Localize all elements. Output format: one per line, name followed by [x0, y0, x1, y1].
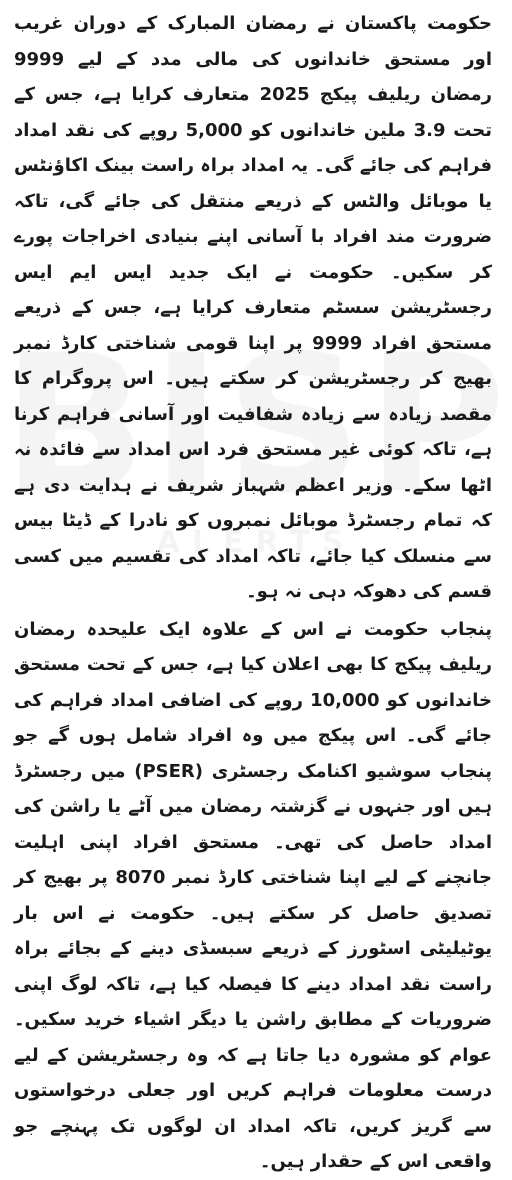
article-paragraph-1: حکومت پاکستان نے رمضان المبارک کے دوران غریب اور مستحق خاندانوں کی مالی مدد کے لیے 9999 رمضان ریلیف پیکج 2025 متعارف کرایا ہے، جس کے تحت 3.9 ملین خاندانوں کو 5,000 روپے کی نقد امداد فراہم کی جائے گی۔ یہ امداد براہ راست بینک اکاؤنٹس یا موبائل والٹس کے ذریعے منتقل کی جائے گی، تاکہ ضرورت مند افراد با آسانی اپنے بنیادی اخراجات پورے کر سکیں۔ حکومت نے ایک جدید ایس ایم ایس رجسٹریشن سسٹم متعارف کرایا ہے، جس کے ذریعے مستحق افراد 9999 پر اپنا قومی شناختی کارڈ نمبر بھیج کر رجسٹریشن کر سکتے ہیں۔ اس پروگرام کا مقصد زیادہ سے زیادہ شفافیت اور آسانی فراہم کرنا ہے، تاکہ کوئی غیر مستحق فرد اس امداد سے فائدہ نہ اٹھا سکے۔ وزیر اعظم شہباز شریف نے ہدایت دی ہے کہ تمام رجسٹرڈ موبائل نمبروں کو نادرا کے ڈیٹا بیس سے منسلک کیا جائے، تاکہ امداد کی تقسیم میں کسی قسم کی دھوکہ دہی نہ ہو۔ — [14, 13, 493, 602]
article-body — [14, 6, 492, 1180]
article-paragraph-2: پنجاب حکومت نے اس کے علاوہ ایک علیحدہ رمضان ریلیف پیکج کا بھی اعلان کیا ہے، جس کے تحت مستحق خاندانوں کو 10,000 روپے کی اضافی امداد فراہم کی جائے گی۔ اس پیکج میں وہ افراد شامل ہوں گے جو پنجاب سوشیو اکنامک رجسٹری (PSER) میں رجسٹرڈ ہیں اور جنہوں نے گزشتہ رمضان میں آٹے یا راشن کی امداد حاصل کی تھی۔ مستحق افراد اپنی اہلیت جانچنے کے لیے اپنا شناختی کارڈ نمبر 8070 پر بھیج کر تصدیق حاصل کر سکتے ہیں۔ حکومت نے اس بار یوٹیلیٹی اسٹورز کے ذریعے سبسڈی دینے کے بجائے براہ راست نقد امداد دینے کا فیصلہ کیا ہے، تاکہ لوگ اپنی ضروریات کے مطابق راشن یا دیگر اشیاء خرید سکیں۔ عوام کو مشورہ دیا جاتا ہے کہ وہ رجسٹریشن کے لیے درست معلومات فراہم کریں اور جعلی درخواستوں سے گریز کریں، تاکہ امداد ان لوگوں تک پہنچے جو واقعی اس کے حقدار ہیں۔ — [14, 618, 492, 1172]
